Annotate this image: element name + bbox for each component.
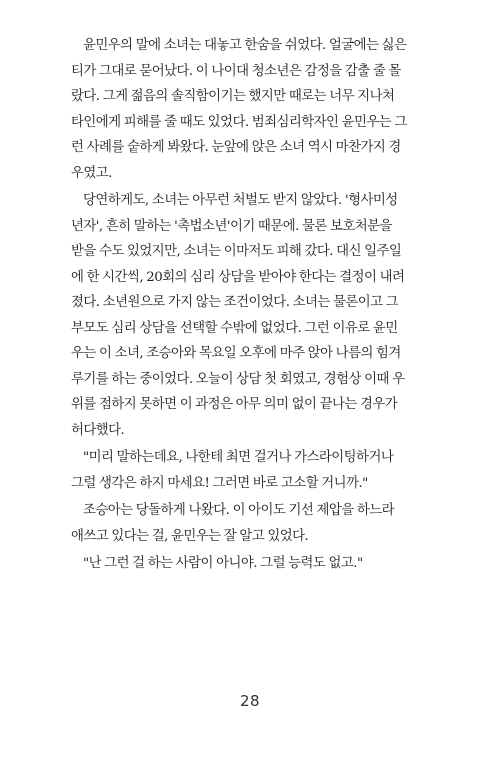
text-line: 애쓰고 있다는 걸, 윤민우는 잘 알고 있었다. [71, 528, 309, 544]
text-line: 루기를 하는 중이었다. 오늘이 상담 첫 회였고, 경험상 이때 우 [71, 371, 405, 387]
text-line: 런 사례를 숱하게 봐왔다. 눈앞에 앉은 소녀 역시 마찬가지 경 [71, 140, 401, 155]
paragraph-2 [71, 188, 429, 443]
page-number: 28 [239, 692, 261, 710]
text-line: 에 한 시간씩, 20회의 심리 상담을 받아야 한다는 결정이 내려 [71, 269, 405, 285]
text-line: 윤민우의 말에 소녀는 대놓고 한숨을 쉬었다. 얼굴에는 싫은 [83, 38, 407, 53]
text-line: 졌다. 소년원으로 가지 않는 조건이었다. 소녀는 물론이고 그 [71, 295, 399, 310]
text-line: 우는 이 소녀, 조승아와 목요일 오후에 마주 앉아 나름의 힘겨 [71, 346, 401, 361]
paragraph-4 [71, 498, 429, 549]
paragraph-3-dialogue [71, 445, 429, 496]
text-line: 티가 그대로 묻어났다. 이 나이대 청소년은 감정을 감출 줄 몰 [71, 63, 401, 79]
text-line: 조승아는 당돌하게 나왔다. 이 아이도 기선 제압을 하느라 [83, 503, 395, 518]
text-line: 우였고. [71, 165, 112, 181]
paragraph-1 [71, 33, 429, 186]
text-line: 부모도 심리 상담을 선택할 수밖에 없었다. 그런 이유로 윤민 [71, 320, 398, 336]
text-line: 랐다. 그게 젊음의 솔직함이기는 했지만 때로는 너무 지나쳐 [71, 89, 395, 104]
text-line: 받을 수도 있었지만, 소녀는 이마저도 피해 갔다. 대신 일주일 [71, 244, 402, 259]
text-line: 그럴 생각은 하지 마세요! 그러면 바로 고소할 거니까." [71, 475, 368, 491]
text-line: 위를 점하지 못하면 이 과정은 아무 의미 없이 끝나는 경우가 [71, 397, 398, 412]
text-line: "난 그런 걸 하는 사람이 아니야. 그럴 능력도 없고." [83, 556, 363, 571]
text-line: "미리 말하는데요, 나한테 최면 걸거나 가스라이팅하거나 [83, 450, 394, 465]
body-text [71, 33, 429, 579]
text-line: 당연하게도, 소녀는 아무런 처벌도 받지 않았다. '형사미성 [83, 193, 398, 208]
paragraph-5-dialogue [71, 551, 429, 577]
text-line: 년자', 흔히 말하는 '촉법소년'이기 때문에. 물론 보호처분을 [71, 218, 392, 234]
text-line: 허다했다. [71, 422, 125, 438]
text-line: 타인에게 피해를 줄 때도 있었다. 범죄심리학자인 윤민우는 그 [71, 114, 407, 130]
